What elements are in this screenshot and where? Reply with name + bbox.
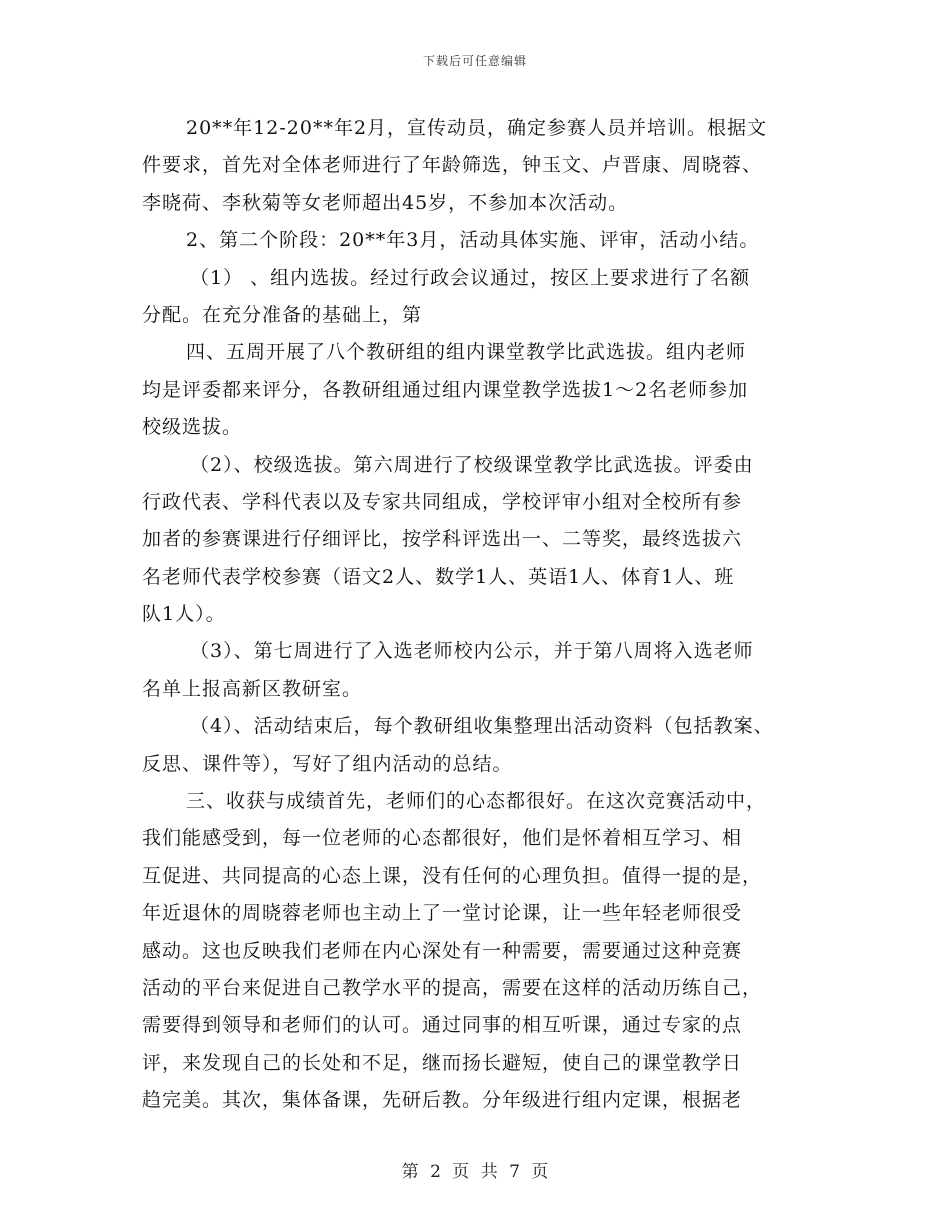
paragraph-line: 四、五周开展了八个教研组的组内课堂教学比武选拔。组内老师 xyxy=(186,341,747,364)
page-number-footer: 第 2 页 共 7 页 xyxy=(401,1162,549,1182)
document-body xyxy=(142,110,822,1120)
paragraph-line: 感动。这也反映我们老师在内心深处有一种需要，需要通过这种竞赛 xyxy=(142,939,743,962)
page-header: 下载后可任意编辑 xyxy=(422,54,527,68)
paragraph-line: （3）、第七周进行了入选老师校内公示，并于第八周将入选老师 xyxy=(190,640,754,663)
paragraph-line: 20**年12-20**年2月，宣传动员，确定参赛人员并培训。根据文 xyxy=(186,117,768,139)
paragraph-line: 名老师代表学校参赛（语文2人、数学1人、英语1人、体育1人、班 xyxy=(142,565,735,588)
paragraph-line: 我们能感受到，每一位老师的心态都很好，他们是怀着相互学习、相 xyxy=(142,827,743,850)
paragraph-line: 名单上报高新区教研室。 xyxy=(142,677,363,700)
paragraph-line: （2）、校级选拔。第六周进行了校级课堂教学比武选拔。评委由 xyxy=(190,453,754,476)
paragraph-line: 校级选拔。 xyxy=(142,416,243,439)
paragraph-line: 反思、课件等），写好了组内活动的总结。 xyxy=(142,752,513,775)
paragraph-line: 三、收获与成绩首先，老师们的心态都很好。在这次竞赛活动中， xyxy=(186,790,767,813)
paragraph-line: 分配。在充分准备的基础上，第 xyxy=(142,303,423,326)
paragraph-line: （1） 、组内选拔。经过行政会议通过，按区上要求进行了名额 xyxy=(190,266,751,289)
paragraph-line: 行政代表、学科代表以及专家共同组成，学校评审小组对全校所有参 xyxy=(142,490,743,513)
paragraph-line: 件要求，首先对全体老师进行了年龄筛选，钟玉文、卢晋康、周晓蓉、 xyxy=(142,154,763,177)
paragraph-line: 均是评委都来评分，各教研组通过组内课堂教学选拔1～2名老师参加 xyxy=(142,378,749,401)
paragraph-line: 活动的平台来促进自己教学水平的提高，需要在这样的活动历练自己， xyxy=(142,976,763,999)
paragraph-line: 李晓荷、李秋菊等女老师超出45岁，不参加本次活动。 xyxy=(142,191,629,214)
paragraph-line: 2、第二个阶段：20**年3月，活动具体实施、评审，活动小结。 xyxy=(186,229,760,252)
paragraph-line: 队1人）。 xyxy=(142,603,226,626)
paragraph-line: 互促进、共同提高的心态上课，没有任何的心理负担。值得一提的是， xyxy=(142,864,763,887)
paragraph-line: 加者的参赛课进行仔细评比，按学科评选出一、二等奖，最终选拔六 xyxy=(142,528,743,551)
paragraph-line: 评，来发现自己的长处和不足，继而扬长避短，使自己的课堂教学日 xyxy=(142,1051,743,1074)
paragraph-line: 需要得到领导和老师们的认可。通过同事的相互听课，通过专家的点 xyxy=(142,1014,743,1037)
paragraph-line: （4）、活动结束后，每个教研组收集整理出活动资料（包括教案、 xyxy=(190,715,774,738)
paragraph-line: 年近退休的周晓蓉老师也主动上了一堂讨论课，让一些年轻老师很受 xyxy=(142,902,743,925)
paragraph-line: 趋完美。其次，集体备课，先研后教。分年级进行组内定课，根据老 xyxy=(142,1089,743,1112)
